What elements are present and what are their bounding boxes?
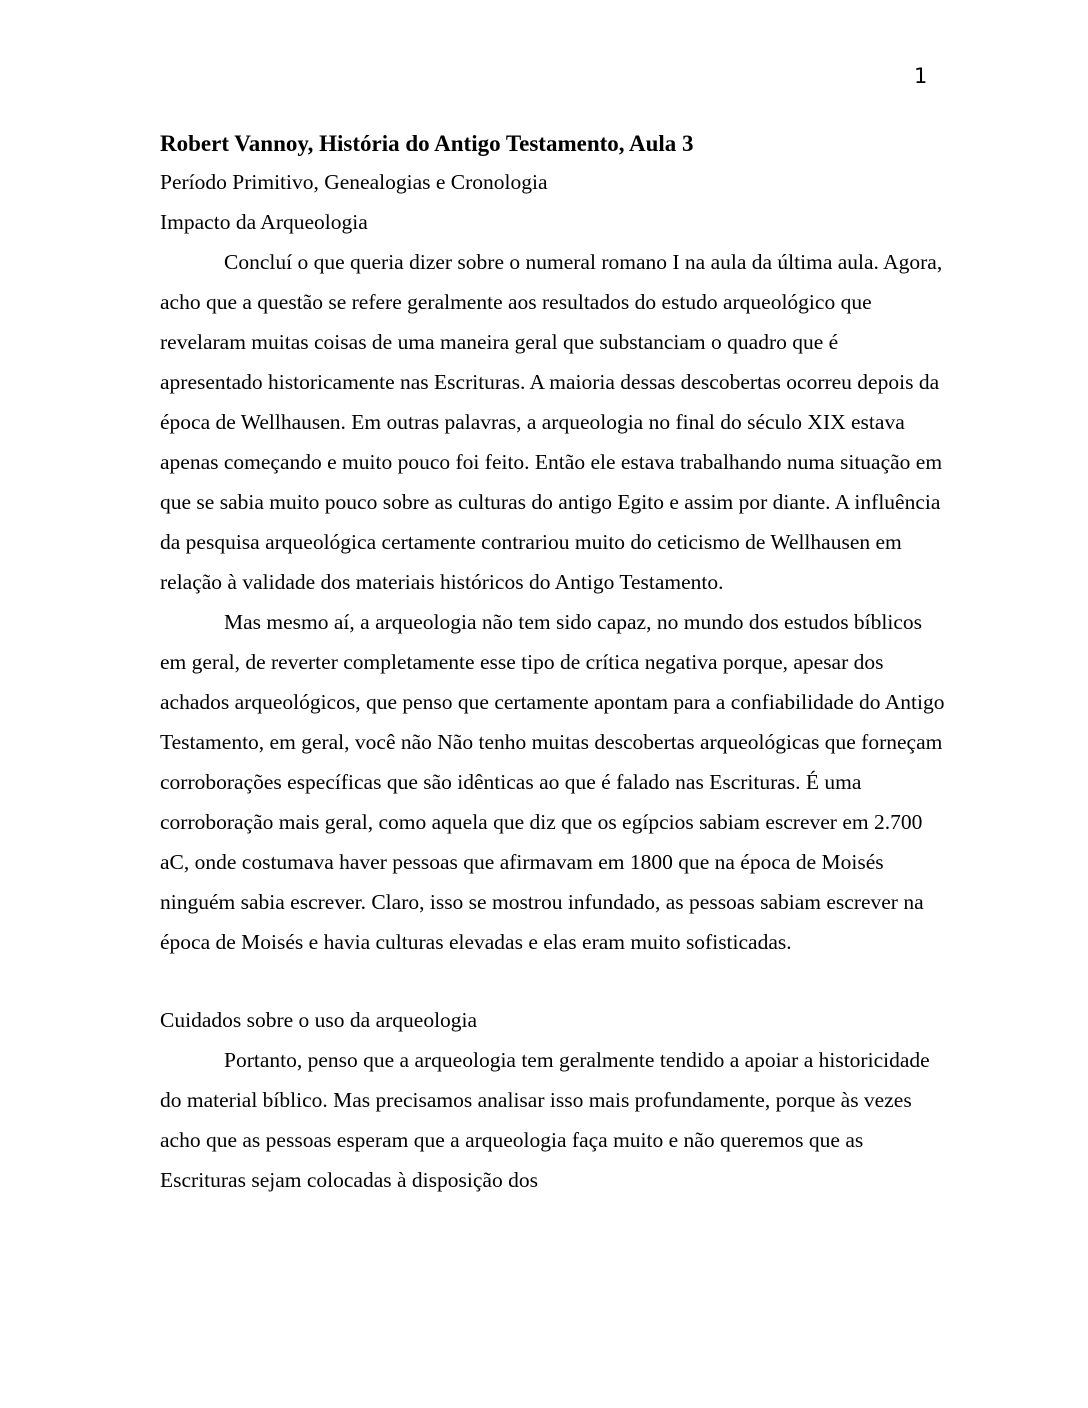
paragraph: Concluí o que queria dizer sobre o numeral romano I na aula da última aula. Agora, acho que a questão se refere geralmente aos resultados do estudo arqueológico que revelaram muitas coisas de uma maneira geral que substanciam o quadro que é apresentado historicamente nas Escrituras. A maioria dessas descobertas ocorreu depois da época de Wellhausen. Em outras palavras, a arqueologia no final do século XIX estava apenas começando e muito pouco foi feito. Então ele estava trabalhando numa situação em que se sabia muito pouco sobre as culturas do antigo Egito e assim por diante. A influência da pesquisa arqueológica certamente contrariou muito do ceticismo de Wellhausen em relação à validade dos materiais históricos do Antigo Testamento. (160, 250, 943, 594)
document-subtitle: Período Primitivo, Genealogias e Cronologia (160, 170, 548, 194)
paragraph: Portanto, penso que a arqueologia tem geralmente tendido a apoiar a historicidade do material bíblico. Mas precisamos analisar isso mais profundamente, porque às vezes acho que as pessoas esperam que a arqueologia faça muito e não queremos que as Escrituras sejam colocadas à disposição dos (160, 1048, 930, 1192)
page-number: 1 (914, 64, 928, 88)
section-heading-archaeology-impact: Impacto da Arqueologia (160, 210, 368, 234)
document-body (160, 126, 945, 1200)
section-spacer (160, 962, 945, 1000)
paragraph: Mas mesmo aí, a arqueologia não tem sido capaz, no mundo dos estudos bíblicos em geral, de reverter completamente esse tipo de crítica negativa porque, apesar dos achados arqueológicos, que penso que certamente apontam para a confiabilidade do Antigo Testamento, em geral, você não Não tenho muitas descobertas arqueológicas que forneçam corroborações específicas que são idênticas ao que é falado nas Escrituras. É uma corroboração mais geral, como aquela que diz que os egípcios sabiam escrever em 2.700 aC, onde costumava haver pessoas que afirmavam em 1800 que na época de Moisés ninguém sabia escrever. Claro, isso se mostrou infundado, as pessoas sabiam escrever na época de Moisés e havia culturas elevadas e elas eram muito sofisticadas. (160, 610, 945, 954)
document-title: Robert Vannoy, História do Antigo Testamento, Aula 3 (160, 131, 694, 156)
section-heading-archaeology-cautions: Cuidados sobre o uso da arqueologia (160, 1008, 478, 1032)
